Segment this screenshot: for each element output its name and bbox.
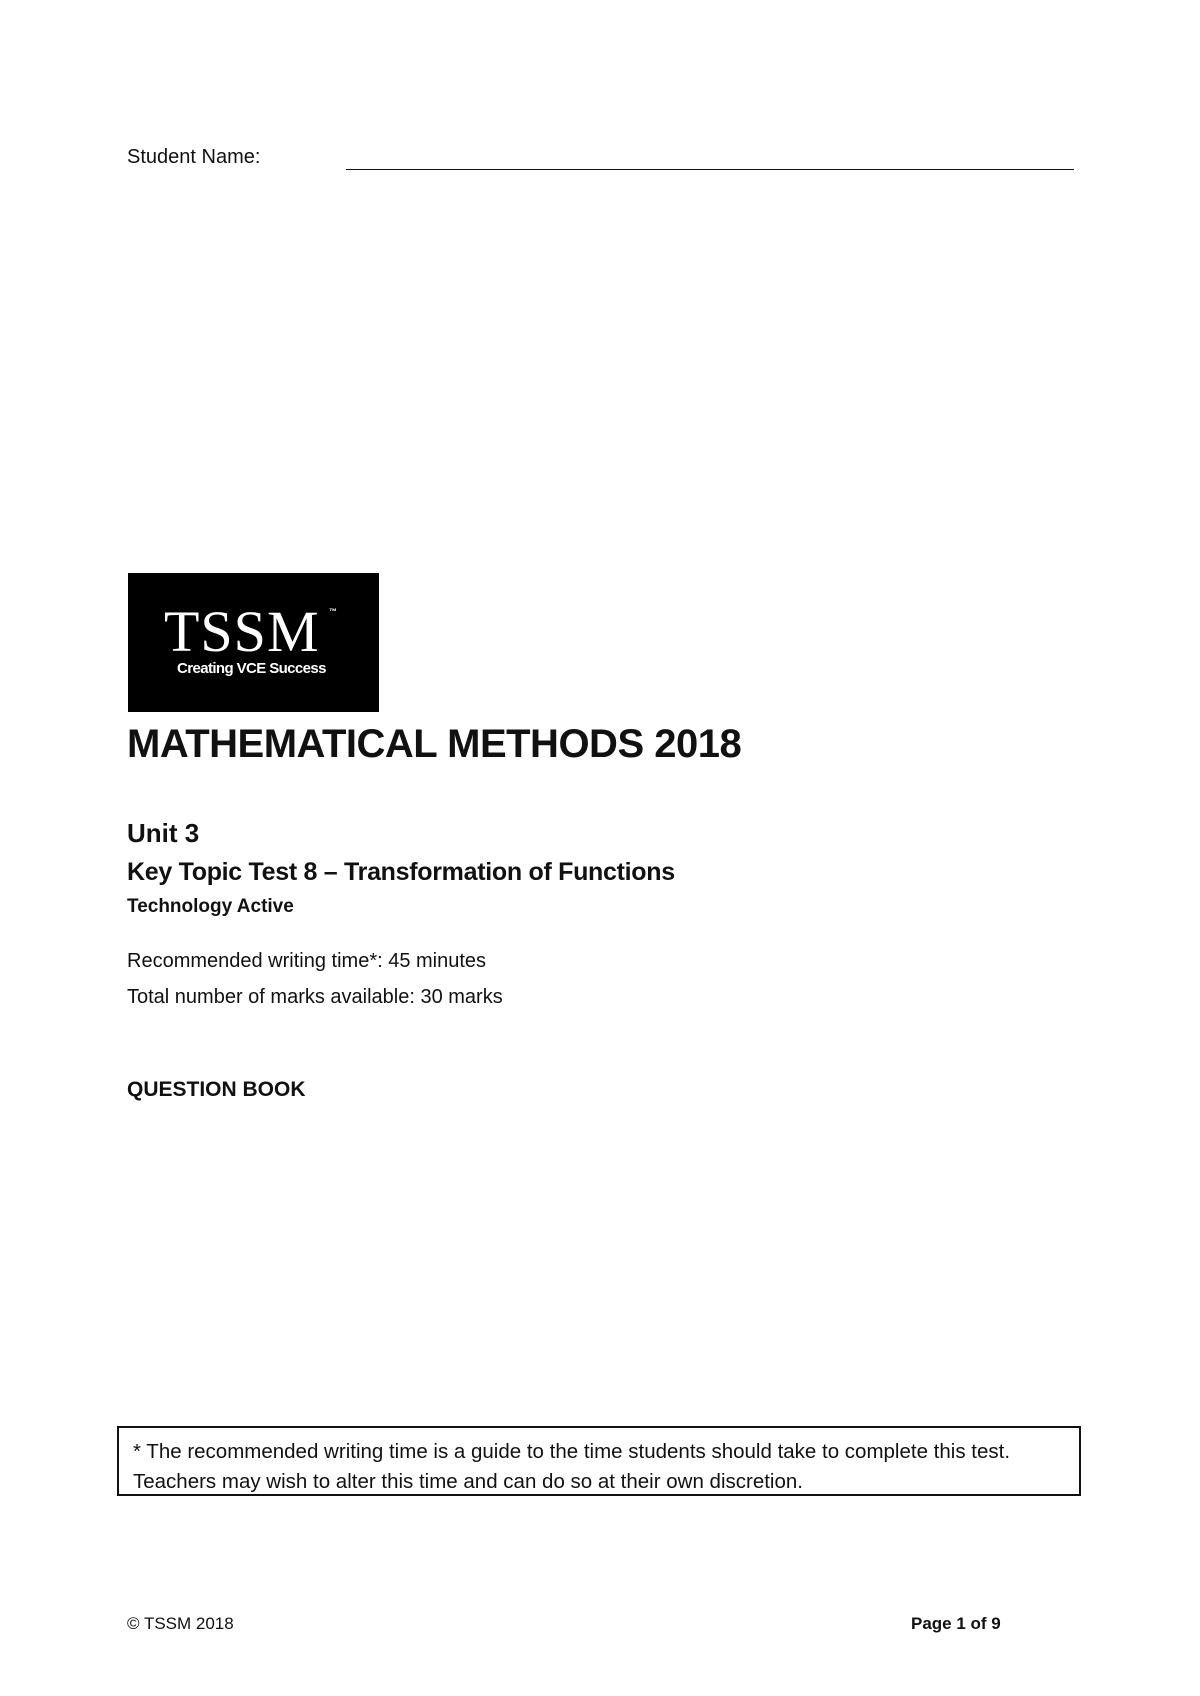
footer-page-number: Page 1 of 9 [911, 1614, 1001, 1633]
logo-tagline: Creating VCE Success [177, 660, 326, 677]
unit-heading: Unit 3 [127, 818, 200, 848]
question-book-label: QUESTION BOOK [127, 1078, 306, 1101]
main-title: MATHEMATICAL METHODS 2018 [127, 722, 742, 766]
writing-time: Recommended writing time*: 45 minutes [127, 950, 487, 972]
footer-copyright: © TSSM 2018 [127, 1614, 234, 1633]
logo-wordmark: TSSM [164, 599, 320, 664]
tssm-logo [128, 573, 379, 712]
writing-time-note: * The recommended writing time is a guide to the time students should take to complete this test. Teachers may wish to alter this time and can do so at their own discretion. [117, 1426, 1081, 1496]
student-name-label: Student Name: [127, 146, 261, 168]
topic-heading: Key Topic Test 8 – Transformation of Functions [127, 858, 675, 886]
student-name-line [346, 169, 1074, 170]
technology-mode: Technology Active [127, 896, 294, 917]
logo-trademark: ™ [329, 607, 337, 616]
total-marks: Total number of marks available: 30 marks [127, 986, 503, 1008]
